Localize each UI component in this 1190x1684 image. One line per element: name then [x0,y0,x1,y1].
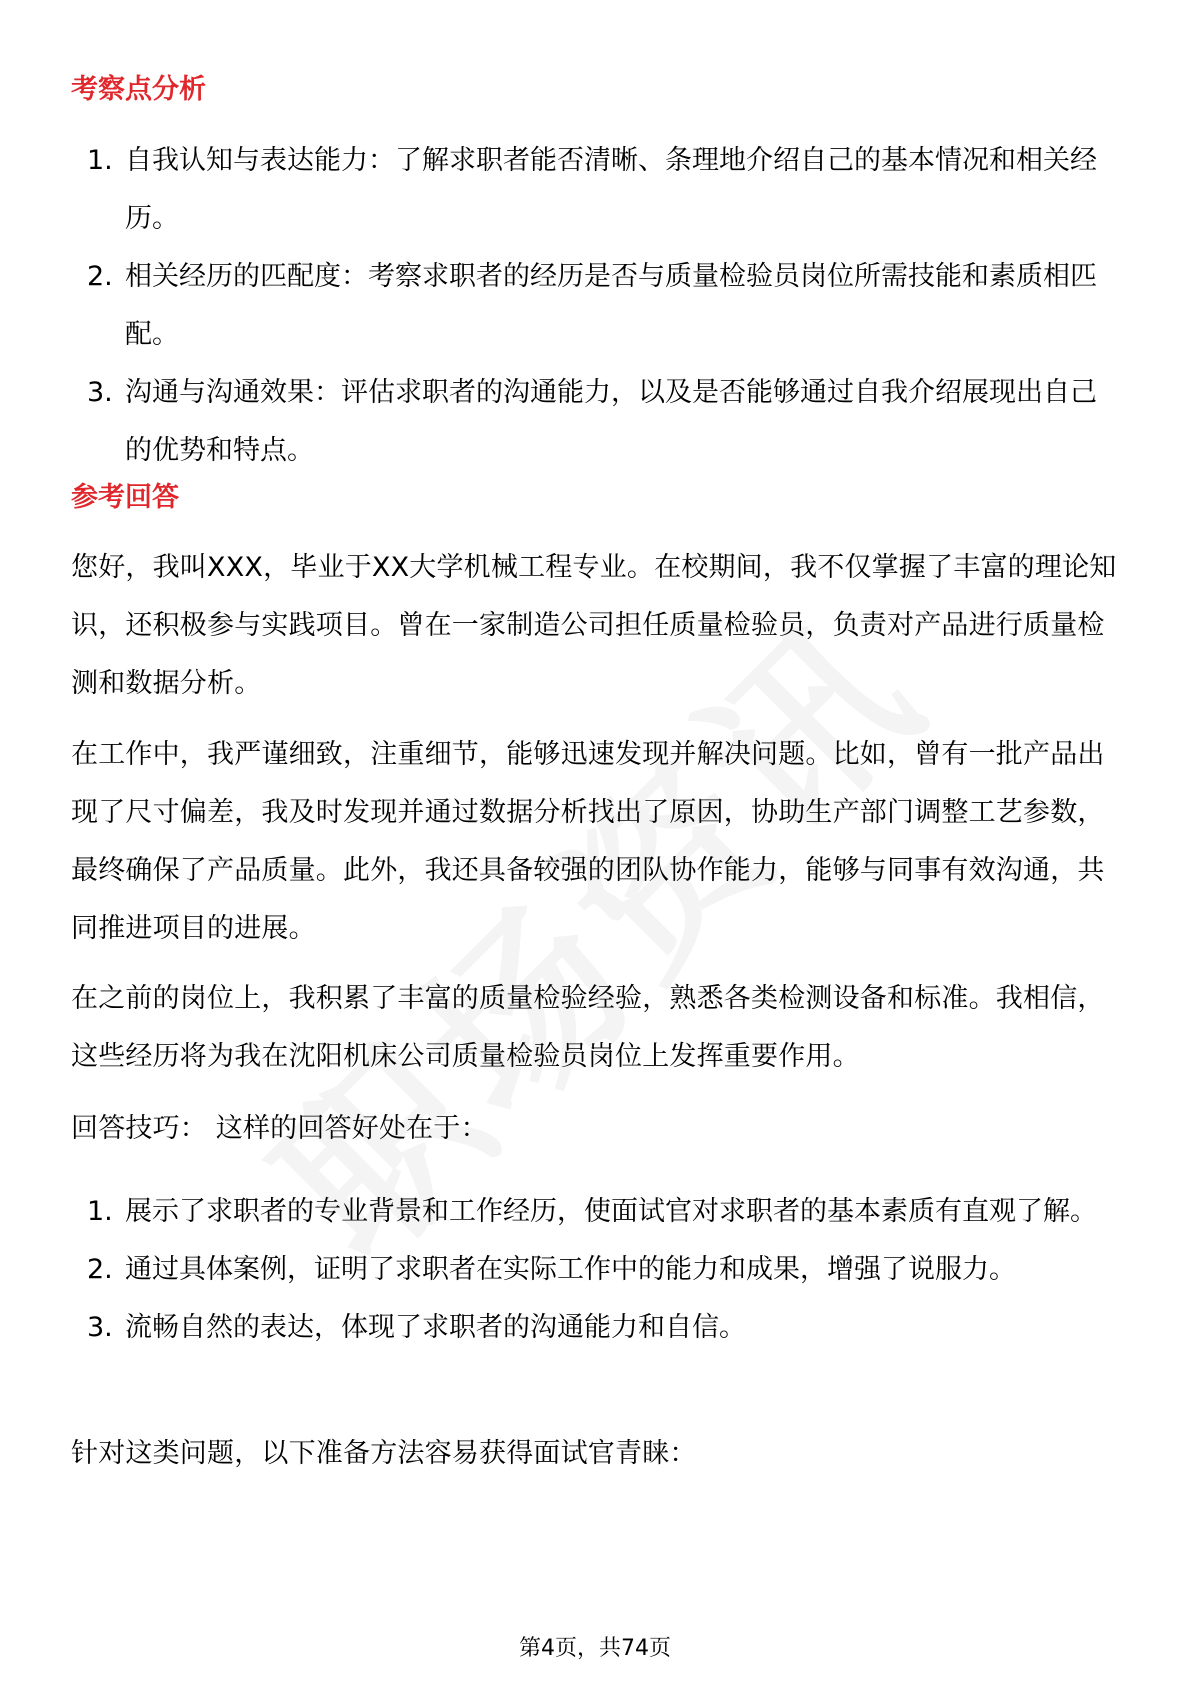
list-item: 2. 通过具体案例，证明了求职者在实际工作中的能力和成果，增强了说服力。 [87,1254,1016,1285]
page-number: 第4页，共74页 [519,1636,671,1661]
tips-intro: 回答技巧： 这样的回答好处在于： [71,1113,488,1144]
reference-paragraph-3: 在之前的岗位上，我积累了丰富的质量检验经验，熟悉各类检测设备和标准。我相信，这些经历将为我在沈阳机床公司质量检验员岗位上发挥重要作用。 [71,983,1105,1072]
reference-title: 参考回答 [71,482,179,513]
list-item: 2. 相关经历的匹配度：考察求职者的经历是否与质量检验员岗位所需技能和素质相匹配。 [87,261,1097,350]
list-item: 3. 流畅自然的表达，体现了求职者的沟通能力和自信。 [87,1312,746,1343]
analysis-title: 考察点分析 [71,74,206,105]
analysis-list [71,132,1121,480]
closing-line: 针对这类问题，以下准备方法容易获得面试官青睐： [71,1438,697,1469]
list-item: 3. 沟通与沟通效果：评估求职者的沟通能力，以及是否能够通过自我介绍展现出自己的优势和特点。 [87,377,1097,466]
reference-paragraph-1: 您好，我叫XXX，毕业于XX大学机械工程专业。在校期间，我不仅掌握了丰富的理论知识，还积极参与实践项目。曾在一家制造公司担任质量检验员，负责对产品进行质量检测和数据分析。 [71,552,1117,699]
list-item: 1. 自我认知与表达能力：了解求职者能否清晰、条理地介绍自己的基本情况和相关经历。 [87,145,1097,234]
reference-paragraph-2: 在工作中，我严谨细致，注重细节，能够迅速发现并解决问题。比如，曾有一批产品出现了尺寸偏差，我及时发现并通过数据分析找出了原因，协助生产部门调整工艺参数，最终确保了产品质量。此外，我还具备较强的团队协作能力，能够与同事有效沟通，共同推进项目的进展。 [71,739,1105,944]
list-item: 1. 展示了求职者的专业背景和工作经历，使面试官对求职者的基本素质有直观了解。 [87,1196,1097,1227]
tips-list [71,1183,1121,1357]
